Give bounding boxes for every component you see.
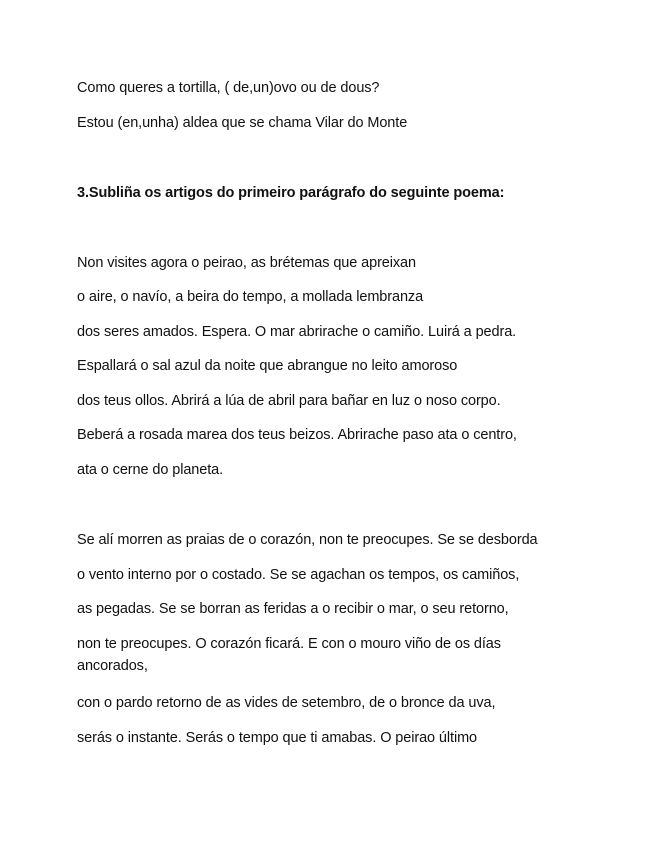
poem-line: con o pardo retorno de as vides de setembro, de o bronce da uva, — [77, 695, 496, 711]
poem-line: Beberá a rosada marea dos teus beizos. Abrirache paso ata o centro, — [77, 427, 517, 443]
poem-line: as pegadas. Se se borran as feridas a o recibir o mar, o seu retorno, — [77, 601, 509, 617]
exercise-line-1: Como queres a tortilla, ( de,un)ovo ou de dous? — [77, 80, 380, 96]
poem-line: ata o cerne do planeta. — [77, 462, 224, 478]
poem-line: Non visites agora o peirao, as brétemas que apreixan — [77, 255, 416, 271]
poem-line: o aire, o navío, a beira do tempo, a mollada lembranza — [77, 289, 424, 305]
poem-line: o vento interno por o costado. Se se agachan os tempos, os camiños, — [77, 567, 520, 583]
exercise-heading: 3.Subliña os artigos do primeiro parágrafo do seguinte poema: — [77, 185, 505, 201]
exercise-line-2: Estou (en,unha) aldea que se chama Vilar do Monte — [77, 115, 408, 131]
poem-line: serás o instante. Serás o tempo que ti amabas. O peirao último — [77, 730, 478, 746]
poem-line: dos teus ollos. Abrirá a lúa de abril para bañar en luz o noso corpo. — [77, 393, 501, 409]
poem-line: Se alí morren as praias de o corazón, non te preocupes. Se se desborda — [77, 532, 538, 548]
poem-line: non te preocupes. O corazón ficará. E con o mouro viño de os días ancorados, — [77, 636, 501, 674]
poem-line: dos seres amados. Espera. O mar abrirache o camiño. Luirá a pedra. — [77, 324, 517, 340]
poem-line: Espallará o sal azul da noite que abrangue no leito amoroso — [77, 358, 458, 374]
